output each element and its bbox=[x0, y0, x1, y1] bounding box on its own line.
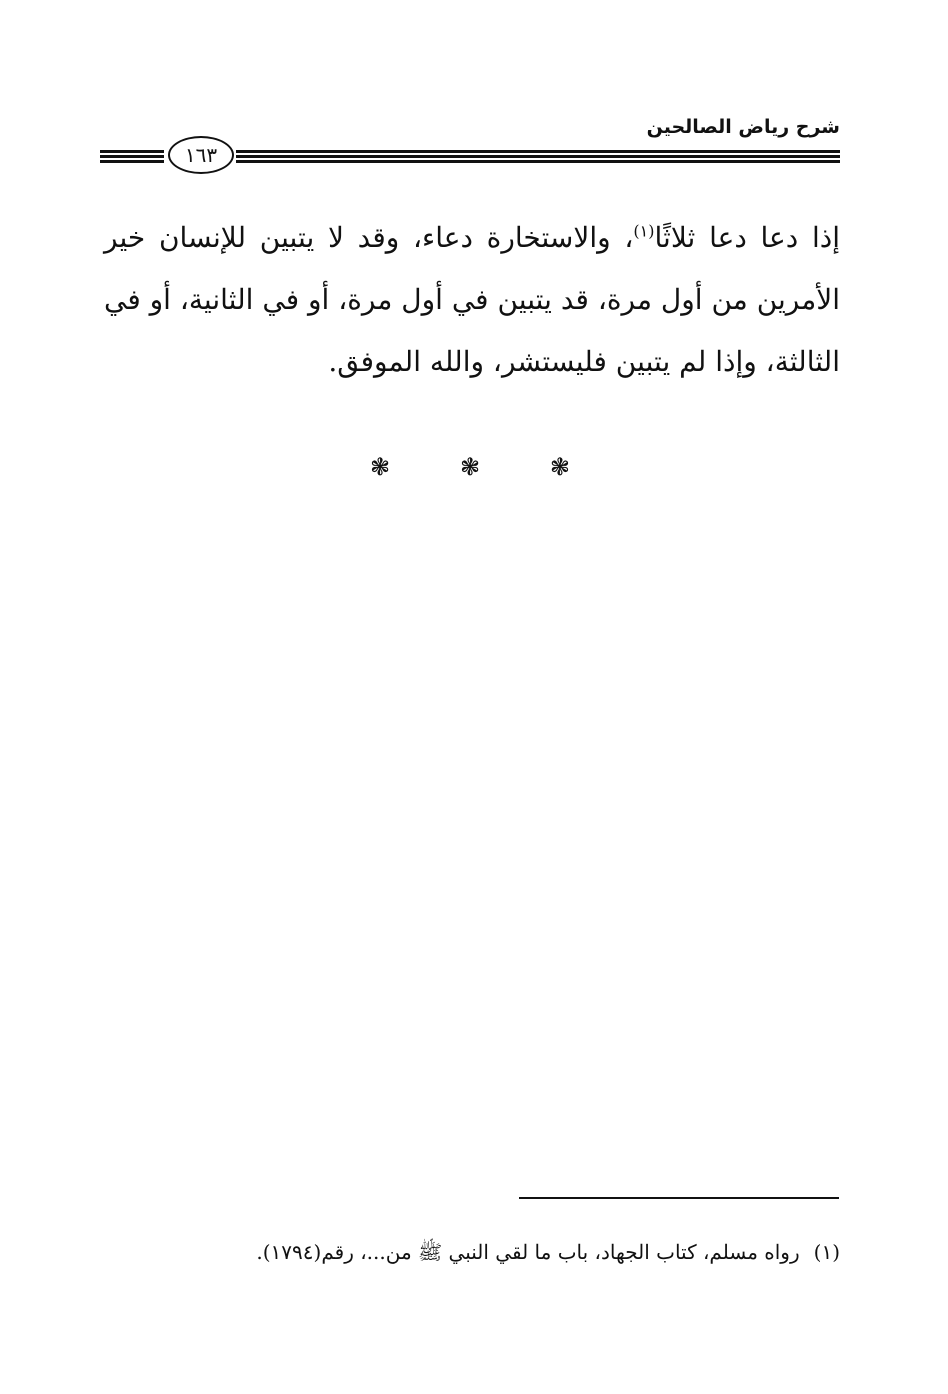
header-rule-line bbox=[100, 160, 164, 163]
footnote-reference[interactable]: (١) bbox=[633, 221, 655, 241]
paragraph bbox=[104, 207, 840, 393]
header-rule-line bbox=[100, 150, 164, 153]
separator-star-icon: ❃ bbox=[370, 453, 391, 481]
footnote bbox=[104, 1236, 840, 1268]
section-separator bbox=[370, 452, 570, 482]
paragraph-start: إذا دعا دعا ثلاثًا bbox=[654, 221, 840, 254]
header-rule-line bbox=[236, 150, 840, 153]
body-paragraph bbox=[104, 207, 840, 393]
footnote-divider bbox=[519, 1197, 839, 1199]
header-rule-right bbox=[236, 150, 840, 164]
header-rule-line bbox=[236, 155, 840, 158]
page-number: ١٦٣ bbox=[168, 136, 234, 174]
separator-star-icon: ❃ bbox=[459, 453, 481, 481]
footnote-number: (١) bbox=[813, 1240, 840, 1264]
running-title: شرح رياض الصالحين bbox=[646, 116, 840, 138]
header-rule-left bbox=[100, 150, 164, 164]
paragraph-end: ، والاستخارة دعاء، وقد لا يتبين للإنسان خير الأمرين من أول مرة، قد يتبين في أول مرة، أو في الثانية، أو في الثالثة، وإذا لم يتبين فليستشر، والله الموفق. bbox=[104, 221, 840, 378]
separator-star-icon: ❃ bbox=[549, 453, 570, 481]
header-rule-line bbox=[100, 155, 164, 158]
page-header bbox=[100, 112, 840, 182]
footnote-text: رواه مسلم، كتاب الجهاد، باب ما لقي النبي ﷺ من...، رقم(١٧٩٤). bbox=[256, 1240, 800, 1264]
header-rule-line bbox=[236, 160, 840, 163]
